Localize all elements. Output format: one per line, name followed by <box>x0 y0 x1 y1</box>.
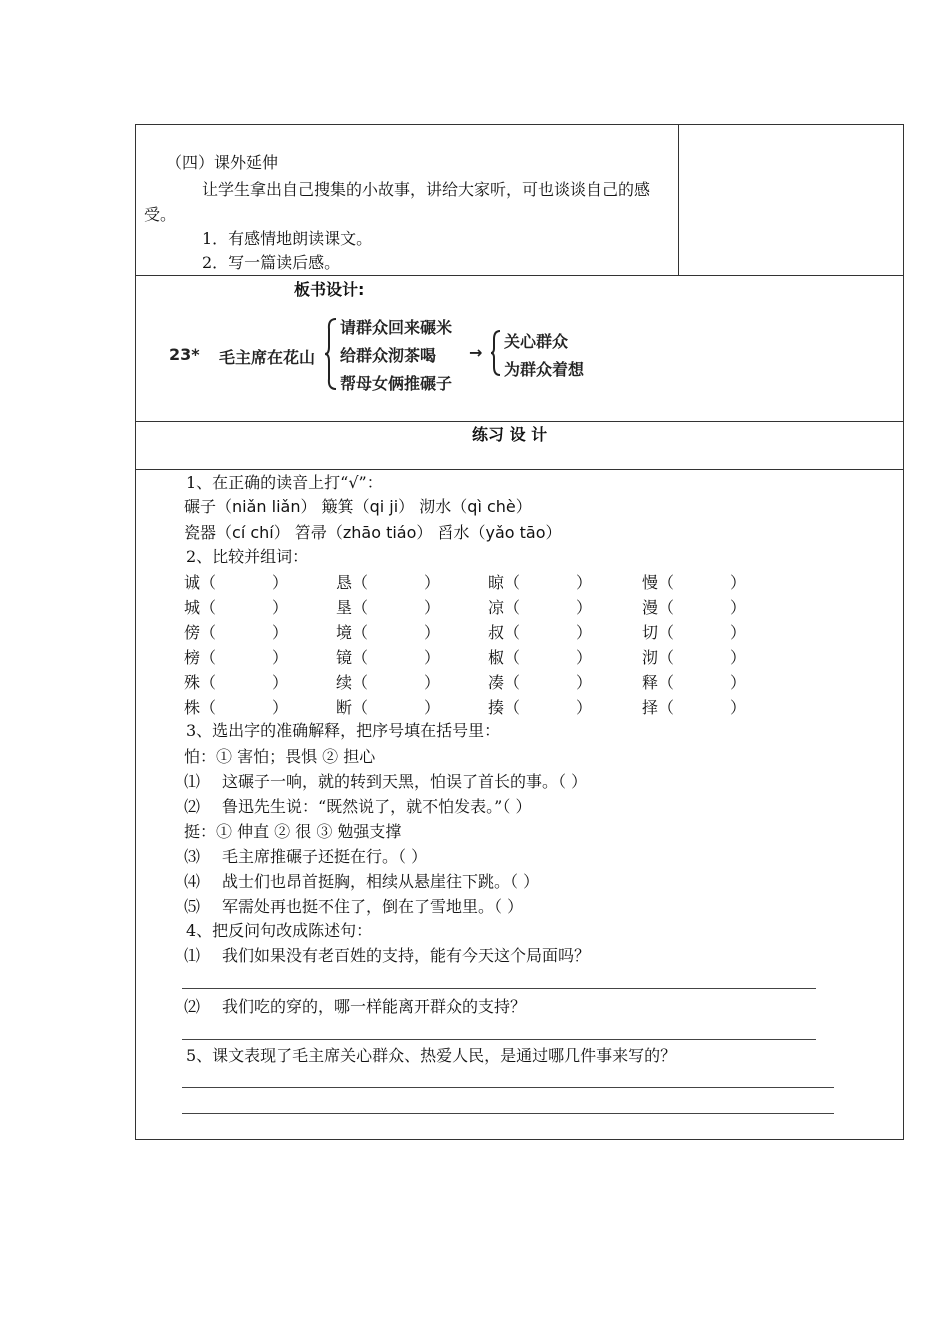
blank-close-paren: ） <box>272 573 289 592</box>
section-paragraph: 让学生拿出自己搜集的小故事，讲给大家听，可也谈谈自己的感受。 <box>144 180 651 224</box>
blank-open-paren[interactable]: （ <box>352 673 369 692</box>
task-item: 1．有感情地朗读课文。 <box>202 229 373 248</box>
q3-item <box>184 870 539 894</box>
blank-close-paren: ） <box>424 698 441 717</box>
word-grid-cell <box>336 596 440 620</box>
blank-open-paren[interactable]: （ <box>504 598 521 617</box>
q4-prompt: 4、把反问句改成陈述句： <box>186 921 373 940</box>
character: 镜 <box>336 648 353 667</box>
word-grid-cell <box>488 621 592 645</box>
board-left-item: 给群众沏茶喝 <box>340 346 437 365</box>
item-number: ⑵ <box>184 797 201 816</box>
word-grid-cell <box>184 696 288 720</box>
lesson-title: 毛主席在花山 <box>219 348 316 367</box>
q1-line <box>184 521 562 545</box>
character: 择 <box>642 698 659 717</box>
word: 簸箕 <box>321 497 354 516</box>
blank-open-paren[interactable]: （ <box>200 648 217 667</box>
blank-close-paren: ） <box>272 698 289 717</box>
blank-close-paren: ） <box>730 598 747 617</box>
pinyin-choice: （niǎn liǎn） <box>216 497 317 516</box>
word: 瓷器 <box>184 523 217 542</box>
character: 晾 <box>488 573 505 592</box>
blank-open-paren[interactable]: （ <box>504 698 521 717</box>
item-number: ⑸ <box>184 897 201 916</box>
word-grid-cell <box>488 596 592 620</box>
row-divider <box>136 469 903 470</box>
answer-line[interactable] <box>182 1113 834 1114</box>
q3-item <box>184 895 523 919</box>
q1-prompt: 1、在正确的读音上打“√”： <box>186 473 383 492</box>
arrow-icon: → <box>469 343 483 362</box>
blank-open-paren[interactable]: （ <box>504 573 521 592</box>
board-right-item: 关心群众 <box>504 332 569 351</box>
blank-open-paren[interactable]: （ <box>352 573 369 592</box>
word-grid-cell <box>642 696 746 720</box>
character: 恳 <box>336 573 353 592</box>
character: 榜 <box>184 648 201 667</box>
blank-open-paren[interactable]: （ <box>504 648 521 667</box>
pinyin-choice: （qi ji） <box>353 497 415 516</box>
blank-close-paren: ） <box>730 573 747 592</box>
character: 释 <box>642 673 659 692</box>
character: 沏 <box>642 648 659 667</box>
blank-open-paren[interactable]: （ <box>658 673 675 692</box>
item-text: 这碾子一响，就的转到天黑，怕误了首长的事。（ ） <box>222 772 588 791</box>
word-grid-cell <box>642 621 746 645</box>
character: 殊 <box>184 673 201 692</box>
word-grid-cell <box>488 571 592 595</box>
item-text: 鲁迅先生说：“既然说了，就不怕发表。”（ ） <box>222 797 532 816</box>
item-text: 我们如果没有老百姓的支持，能有今天这个局面吗？ <box>222 946 591 965</box>
q2-prompt: 2、比较并组词： <box>186 547 309 566</box>
row-divider <box>136 275 903 276</box>
blank-close-paren: ） <box>272 673 289 692</box>
blank-close-paren: ） <box>730 648 747 667</box>
character: 境 <box>336 623 353 642</box>
word-grid-cell <box>488 646 592 670</box>
right-brace-icon <box>490 329 502 377</box>
q3-prompt: 3、选出字的准确解释，把序号填在括号里： <box>186 721 501 740</box>
board-label: 板书设计: <box>294 280 365 299</box>
blank-close-paren: ） <box>576 598 593 617</box>
blank-close-paren: ） <box>730 673 747 692</box>
left-brace-icon <box>324 317 338 391</box>
board-right-item: 为群众着想 <box>504 360 585 379</box>
character: 城 <box>184 598 201 617</box>
blank-close-paren: ） <box>424 648 441 667</box>
item-number: ⑷ <box>184 872 201 891</box>
item-number: ⑶ <box>184 847 201 866</box>
item-text: 我们吃的穿的，哪一样能离开群众的支持？ <box>222 997 527 1016</box>
q3-item <box>184 770 587 794</box>
board-left-item: 帮母女俩推碾子 <box>340 374 453 393</box>
blank-open-paren[interactable]: （ <box>200 573 217 592</box>
pinyin-choice: （zhāo tiáo） <box>326 523 433 542</box>
blank-open-paren[interactable]: （ <box>504 673 521 692</box>
blank-close-paren: ） <box>730 698 747 717</box>
character: 凉 <box>488 598 505 617</box>
item-text: 军需处再也挺不住了，倒在了雪地里。（ ） <box>222 897 524 916</box>
character: 诚 <box>184 573 201 592</box>
q5-prompt: 5、课文表现了毛主席关心群众、热爱人民，是通过哪几件事来写的？ <box>186 1046 677 1065</box>
character: 傍 <box>184 623 201 642</box>
word-grid-cell <box>336 696 440 720</box>
word-grid-cell <box>336 621 440 645</box>
blank-close-paren: ） <box>576 673 593 692</box>
blank-close-paren: ） <box>730 623 747 642</box>
word-grid-cell <box>642 596 746 620</box>
item-number: ⑴ <box>184 946 201 965</box>
character: 漫 <box>642 598 659 617</box>
character: 续 <box>336 673 353 692</box>
blank-open-paren[interactable]: （ <box>658 623 675 642</box>
word-grid-cell <box>184 671 288 695</box>
word: 笤帚 <box>294 523 327 542</box>
pinyin-choice: （cí chí） <box>216 523 290 542</box>
q4-item <box>184 944 590 968</box>
blank-open-paren[interactable]: （ <box>352 698 369 717</box>
character: 叔 <box>488 623 505 642</box>
word-grid-cell <box>184 646 288 670</box>
blank-open-paren[interactable]: （ <box>658 573 675 592</box>
blank-open-paren[interactable]: （ <box>504 623 521 642</box>
q3-item <box>184 795 531 819</box>
character: 揍 <box>488 698 505 717</box>
blank-open-paren[interactable]: （ <box>200 623 217 642</box>
pinyin-choice: （qì chè） <box>451 497 532 516</box>
q4-item <box>184 995 526 1019</box>
blank-open-paren[interactable]: （ <box>658 698 675 717</box>
word-grid-cell <box>642 646 746 670</box>
character: 垦 <box>336 598 353 617</box>
q1-line <box>184 495 532 519</box>
blank-close-paren: ） <box>576 573 593 592</box>
board-left-item: 请群众回来碾米 <box>340 318 453 337</box>
item-text: 战士们也昂首挺胸，相续从悬崖往下跳。（ ） <box>222 872 540 891</box>
blank-close-paren: ） <box>576 623 593 642</box>
blank-open-paren[interactable]: （ <box>352 648 369 667</box>
practice-title: 练习 设 计 <box>472 425 548 444</box>
section-heading: （四）课外延伸 <box>166 153 279 172</box>
blank-open-paren[interactable]: （ <box>352 623 369 642</box>
blank-close-paren: ） <box>272 598 289 617</box>
word-grid-cell <box>336 671 440 695</box>
word: 舀水 <box>437 523 470 542</box>
character: 断 <box>336 698 353 717</box>
item-number: ⑴ <box>184 772 201 791</box>
word-grid-cell <box>336 646 440 670</box>
blank-open-paren[interactable]: （ <box>352 598 369 617</box>
blank-open-paren[interactable]: （ <box>658 648 675 667</box>
character: 凑 <box>488 673 505 692</box>
blank-open-paren[interactable]: （ <box>200 698 217 717</box>
blank-open-paren[interactable]: （ <box>200 673 217 692</box>
definition-ting: 挺：① 伸直 ② 很 ③ 勉强支撑 <box>184 822 402 841</box>
word-grid-cell <box>642 671 746 695</box>
worksheet-table <box>135 124 904 1140</box>
word: 沏水 <box>419 497 452 516</box>
definition-pa: 怕：① 害怕；畏惧 ② 担心 <box>184 747 376 766</box>
row-divider <box>136 421 903 422</box>
word-grid-cell <box>184 621 288 645</box>
character: 株 <box>184 698 201 717</box>
word-grid-cell <box>488 671 592 695</box>
word-grid-cell <box>488 696 592 720</box>
character: 切 <box>642 623 659 642</box>
blank-open-paren[interactable]: （ <box>658 598 675 617</box>
blank-close-paren: ） <box>424 573 441 592</box>
lesson-number: 23* <box>169 345 200 364</box>
item-number: ⑵ <box>184 997 201 1016</box>
blank-close-paren: ） <box>424 623 441 642</box>
item-text: 毛主席推碾子还挺在行。（ ） <box>222 847 428 866</box>
blank-close-paren: ） <box>272 623 289 642</box>
character: 慢 <box>642 573 659 592</box>
answer-line[interactable] <box>182 1039 816 1040</box>
task-item: 2．写一篇读后感。 <box>202 253 341 272</box>
blank-close-paren: ） <box>272 648 289 667</box>
word: 碾子 <box>184 497 217 516</box>
word-grid-cell <box>184 571 288 595</box>
blank-close-paren: ） <box>576 648 593 667</box>
blank-close-paren: ） <box>424 673 441 692</box>
word-grid-cell <box>184 596 288 620</box>
word-grid-cell <box>642 571 746 595</box>
blank-close-paren: ） <box>424 598 441 617</box>
answer-line[interactable] <box>182 988 816 989</box>
blank-open-paren[interactable]: （ <box>200 598 217 617</box>
blank-close-paren: ） <box>576 698 593 717</box>
answer-line[interactable] <box>182 1087 834 1088</box>
character: 椒 <box>488 648 505 667</box>
word-grid-cell <box>336 571 440 595</box>
q3-item <box>184 845 427 869</box>
column-divider <box>678 125 679 275</box>
pinyin-choice: （yǎo tāo） <box>469 523 562 542</box>
